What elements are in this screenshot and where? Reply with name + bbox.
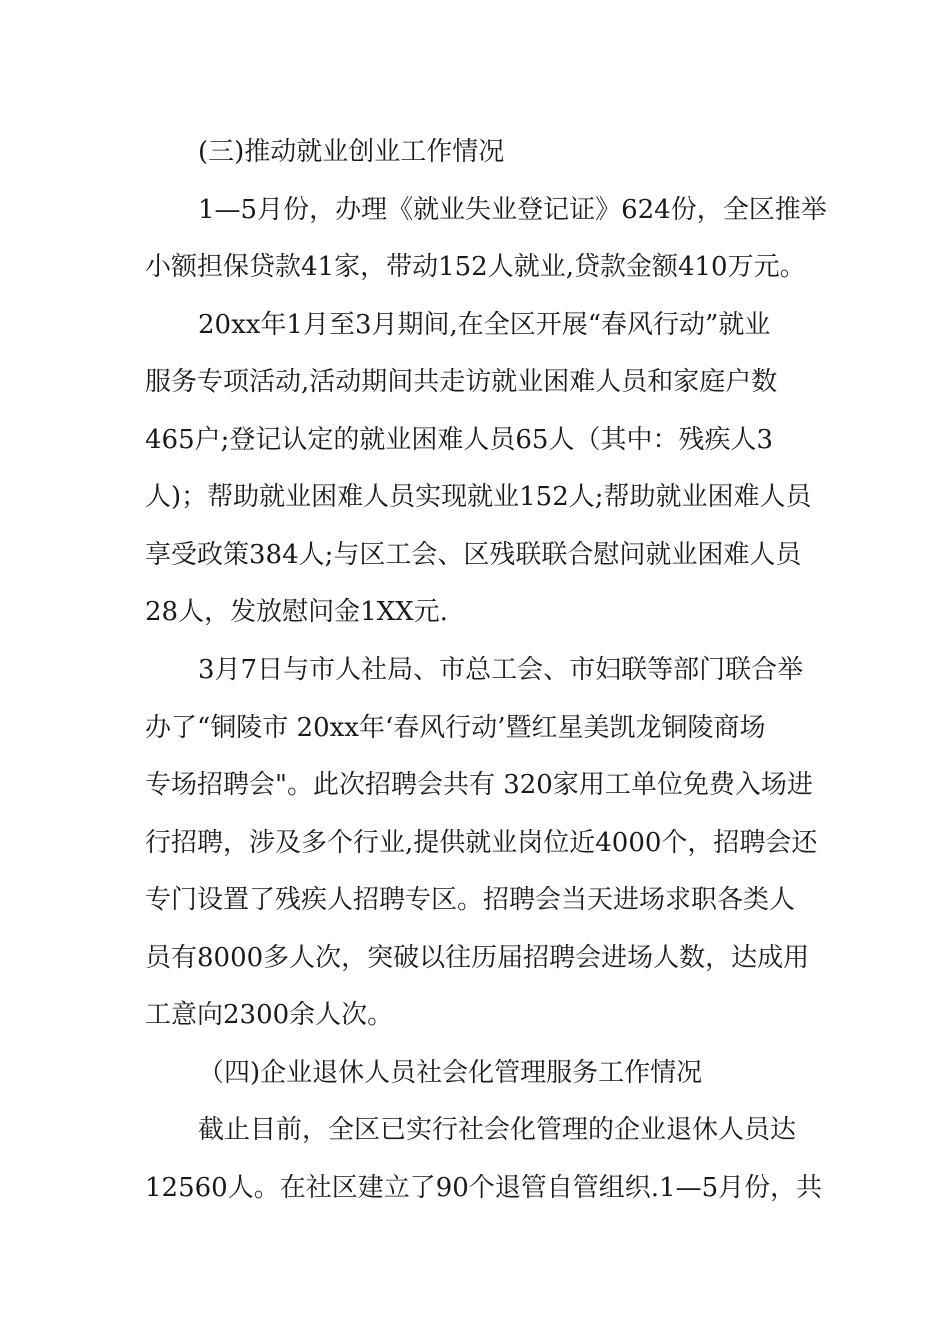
paragraph-line: 员有8000多人次，突破以往历届招聘会进场人数，达成用 [145,943,810,973]
paragraph-line: 3月7日与市人社局、市总工会、市妇联等部门联合举 [198,655,804,685]
paragraph-line: 小额担保贷款41家，带动152人就业,贷款金额410万元。 [145,252,806,282]
paragraph-line: 行招聘，涉及多个行业,提供就业岗位近4000个，招聘会还 [145,828,818,858]
paragraph-line: 享受政策384人;与区工会、区残联联合慰问就业困难人员 [145,540,802,570]
paragraph-line: 工意向2300余人次。 [145,1000,394,1030]
paragraph-line: 专场招聘会"。此次招聘会共有 320家用工单位免费入场进 [145,770,813,800]
section-heading-3: (三)推动就业创业工作情况 [198,137,505,167]
section-heading-4: （四)企业退休人员社会化管理服务工作情况 [198,1058,703,1088]
paragraph-line: 28人，发放慰问金1XX元. [145,597,448,627]
paragraph-line: 12560人。在社区建立了90个退管自管组织.1—5月份，共 [145,1173,823,1203]
paragraph-line: 1—5月份，办理《就业失业登记证》624份，全区推举 [198,195,827,225]
paragraph-line: 20xx年1月至3月期间,在全区开展“春风行动”就业 [198,310,771,340]
paragraph-line: 办了“铜陵市 20xx年‘春风行动’暨红星美凯龙铜陵商场 [145,713,766,743]
paragraph-line: 截止目前，全区已实行社会化管理的企业退休人员达 [198,1115,797,1145]
paragraph-line: 服务专项活动,活动期间共走访就业困难人员和家庭户数 [145,367,778,397]
paragraph-line: 专门设置了残疾人招聘专区。招聘会当天进场求职各类人 [145,885,796,915]
paragraph-line: 465户;登记认定的就业困难人员65人（其中：残疾人3 [145,425,774,455]
paragraph-line: 人)；帮助就业困难人员实现就业152人;帮助就业困难人员 [145,482,812,512]
